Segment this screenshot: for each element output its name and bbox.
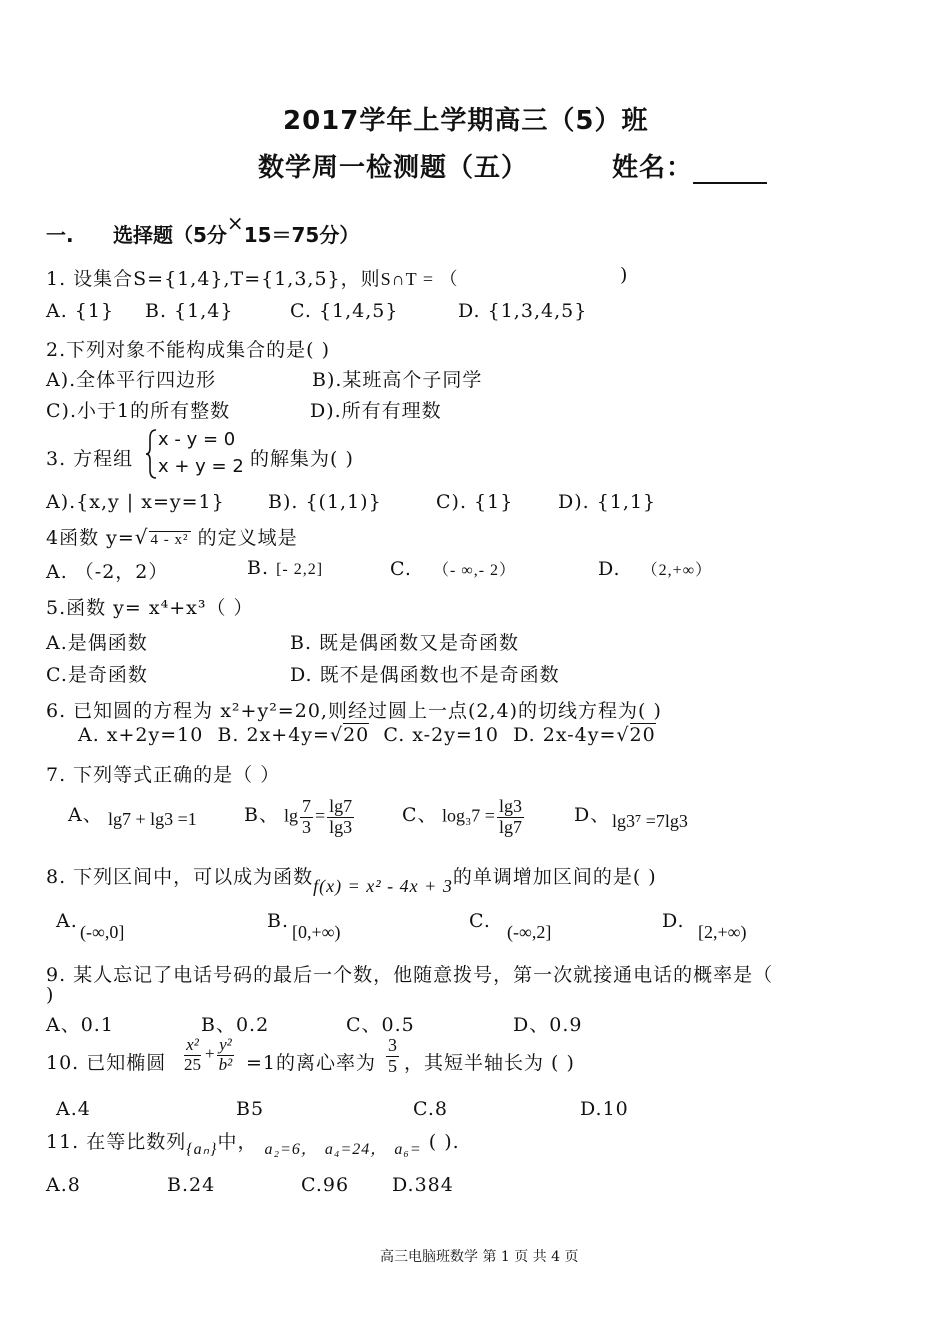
q6-option-a: A. x+2y=10 bbox=[78, 724, 204, 746]
q3-option-d: D). {1,1} bbox=[558, 491, 657, 513]
q10-ellipse-equation: $\frac{\text{x²}}{25}$ + $\frac{\text{y²}}{\text{b²}}$ bbox=[184, 1035, 233, 1074]
q5-option-a: A.是偶函数 bbox=[46, 632, 148, 654]
q7-option-a: lg7 + lg3 =1 bbox=[108, 809, 197, 829]
q4-option-b: B. [- 2,2] bbox=[247, 557, 324, 579]
question-10-post: ，其短半轴长为 ( ) bbox=[404, 1052, 575, 1074]
q11-option-d: D.384 bbox=[392, 1174, 454, 1196]
question-11: 11. 在等比数列$_{\{a_n\}}$中， $_{a_2=6,}$ $_{a_4=24,}$ $_{a_6=}$ ( ). bbox=[46, 1131, 460, 1158]
q8-label-b: B. bbox=[267, 910, 290, 932]
q1-expression: S∩T = （ bbox=[380, 269, 459, 289]
q11-option-c: C.96 bbox=[301, 1174, 350, 1196]
q10-option-a: A.4 bbox=[56, 1098, 91, 1120]
question-9: 9. 某人忘记了电话号码的最后一个数，他随意拨号，第一次就接通电话的概率是（ bbox=[46, 964, 774, 986]
q5-option-d: D. 既不是偶函数也不是奇函数 bbox=[290, 664, 560, 686]
question-5: 5.函数 y= x⁴+x³（ ） bbox=[46, 597, 254, 619]
section-title: 选择题（5分×15＝75分） bbox=[113, 211, 360, 247]
q8-function: f(x) = x² - 4x + 3 bbox=[313, 876, 453, 896]
question-1: 1. 设集合S={1,4},T={1,3,5}，则S∩T = （ bbox=[46, 268, 459, 290]
q2-option-d: D).所有有理数 bbox=[310, 400, 442, 422]
q8-option-d: [2,+∞) bbox=[698, 922, 747, 942]
q11-option-b: B.24 bbox=[167, 1174, 216, 1196]
q10-option-b: B5 bbox=[236, 1098, 265, 1120]
q10-option-c: C.8 bbox=[413, 1098, 448, 1120]
q10-eccentricity: $\frac{3}{5}$ bbox=[388, 1035, 397, 1076]
q9-option-d: D、0.9 bbox=[513, 1014, 583, 1036]
q10-option-d: D.10 bbox=[580, 1098, 629, 1120]
q9-option-b: B、0.2 bbox=[201, 1014, 270, 1036]
q3-stem-end: 的解集为( ) bbox=[250, 448, 354, 470]
q3-equation-1: x - y = 0 bbox=[158, 429, 236, 450]
q7-option-d: lg3⁷ =7lg3 bbox=[612, 811, 688, 831]
q6-option-b: B. 2x+4y=√20 bbox=[217, 724, 370, 746]
q4-option-c: C. （- ∞,- 2） bbox=[390, 558, 517, 580]
exam-title: 2017学年上学期高三（5）班 bbox=[283, 106, 649, 136]
q4-option-a: A. （-2，2） bbox=[46, 561, 169, 583]
exam-subtitle: 数学周一检测题（五） bbox=[258, 153, 529, 183]
name-blank bbox=[693, 158, 767, 184]
q1-option-c: C. {1,4,5} bbox=[290, 300, 399, 322]
q5-option-b: B. 既是偶函数又是奇函数 bbox=[290, 632, 520, 654]
times-symbol: × bbox=[226, 211, 244, 235]
q11-sequence: {aₙ} bbox=[186, 1141, 218, 1158]
question-4: 4函数 y=√ 4 - x² 的定义域是 bbox=[46, 525, 298, 549]
q5-option-c: C.是奇函数 bbox=[46, 664, 148, 686]
q1-option-b: B. {1,4} bbox=[145, 300, 234, 322]
q8-option-c: (-∞,2] bbox=[507, 922, 552, 942]
q9-option-c: C、0.5 bbox=[346, 1014, 415, 1036]
q6-option-c: C. x-2y=10 bbox=[383, 724, 500, 746]
question-2: 2.下列对象不能构成集合的是( ) bbox=[46, 339, 330, 361]
q8-label-d: D. bbox=[662, 910, 685, 932]
q1-option-d: D. {1,3,4,5} bbox=[458, 300, 588, 322]
q3-brace bbox=[144, 428, 158, 480]
q6-option-d: D. 2x-4y=√20 bbox=[513, 724, 656, 746]
q8-label-c: C. bbox=[469, 910, 491, 932]
q1-close-paren: ) bbox=[620, 264, 629, 286]
question-3: 3. 方程组 bbox=[46, 448, 134, 470]
q7-option-c: log₃7 = $\frac{\lg 3}{\lg 7}$ bbox=[442, 796, 522, 837]
q6-options bbox=[78, 724, 656, 746]
sqrt-symbol: √ bbox=[134, 525, 149, 549]
q7-label-c: C、 bbox=[402, 804, 438, 826]
q1-option-a: A. {1} bbox=[46, 300, 115, 322]
q8-option-b: [0,+∞) bbox=[292, 922, 341, 942]
question-7: 7. 下列等式正确的是（ ） bbox=[46, 764, 281, 786]
q7-option-b: lg $\frac{7}{3}$ = $\frac{\lg 7}{\lg 3}$ bbox=[284, 796, 353, 837]
q3-equation-2: x + y = 2 bbox=[158, 456, 244, 477]
q4-radicand: 4 - x² bbox=[150, 532, 189, 548]
q4-option-d: D. （2,+∞） bbox=[598, 558, 713, 580]
q7-label-a: A、 bbox=[68, 804, 103, 826]
section-number: 一. bbox=[46, 223, 74, 247]
question-10-pre: 10. 已知椭圆 bbox=[46, 1052, 167, 1074]
question-6: 6. 已知圆的方程为 x²+y²=20,则经过圆上一点(2,4)的切线方程为( ) bbox=[46, 700, 662, 722]
q9-option-a: A、0.1 bbox=[46, 1014, 114, 1036]
q7-label-d: D、 bbox=[574, 804, 611, 826]
q7-label-b: B、 bbox=[244, 804, 279, 826]
name-label: 姓名： bbox=[612, 153, 694, 183]
question-8: 8. 下列区间中，可以成为函数f(x) = x² - 4x + 3的单调增加区间的是( ) bbox=[46, 866, 657, 896]
q2-option-b: B).某班高个子同学 bbox=[312, 369, 483, 391]
q3-option-a: A).{x,y | x=y=1} bbox=[46, 491, 225, 513]
q3-option-c: C). {1} bbox=[436, 491, 514, 513]
page-footer: 高三电脑班数学 第 1 页 共 4 页 bbox=[380, 1249, 579, 1265]
q9-close-paren: ) bbox=[46, 984, 55, 1006]
q3-option-b: B). {(1,1)} bbox=[268, 491, 382, 513]
question-10-mid: =1的离心率为 bbox=[246, 1052, 377, 1074]
q8-option-a: (-∞,0] bbox=[80, 922, 125, 942]
q11-option-a: A.8 bbox=[46, 1174, 81, 1196]
name-field bbox=[612, 147, 767, 184]
q8-label-a: A. bbox=[56, 910, 78, 932]
q2-option-a: A).全体平行四边形 bbox=[46, 369, 217, 391]
q2-option-c: C).小于1的所有整数 bbox=[46, 400, 231, 422]
